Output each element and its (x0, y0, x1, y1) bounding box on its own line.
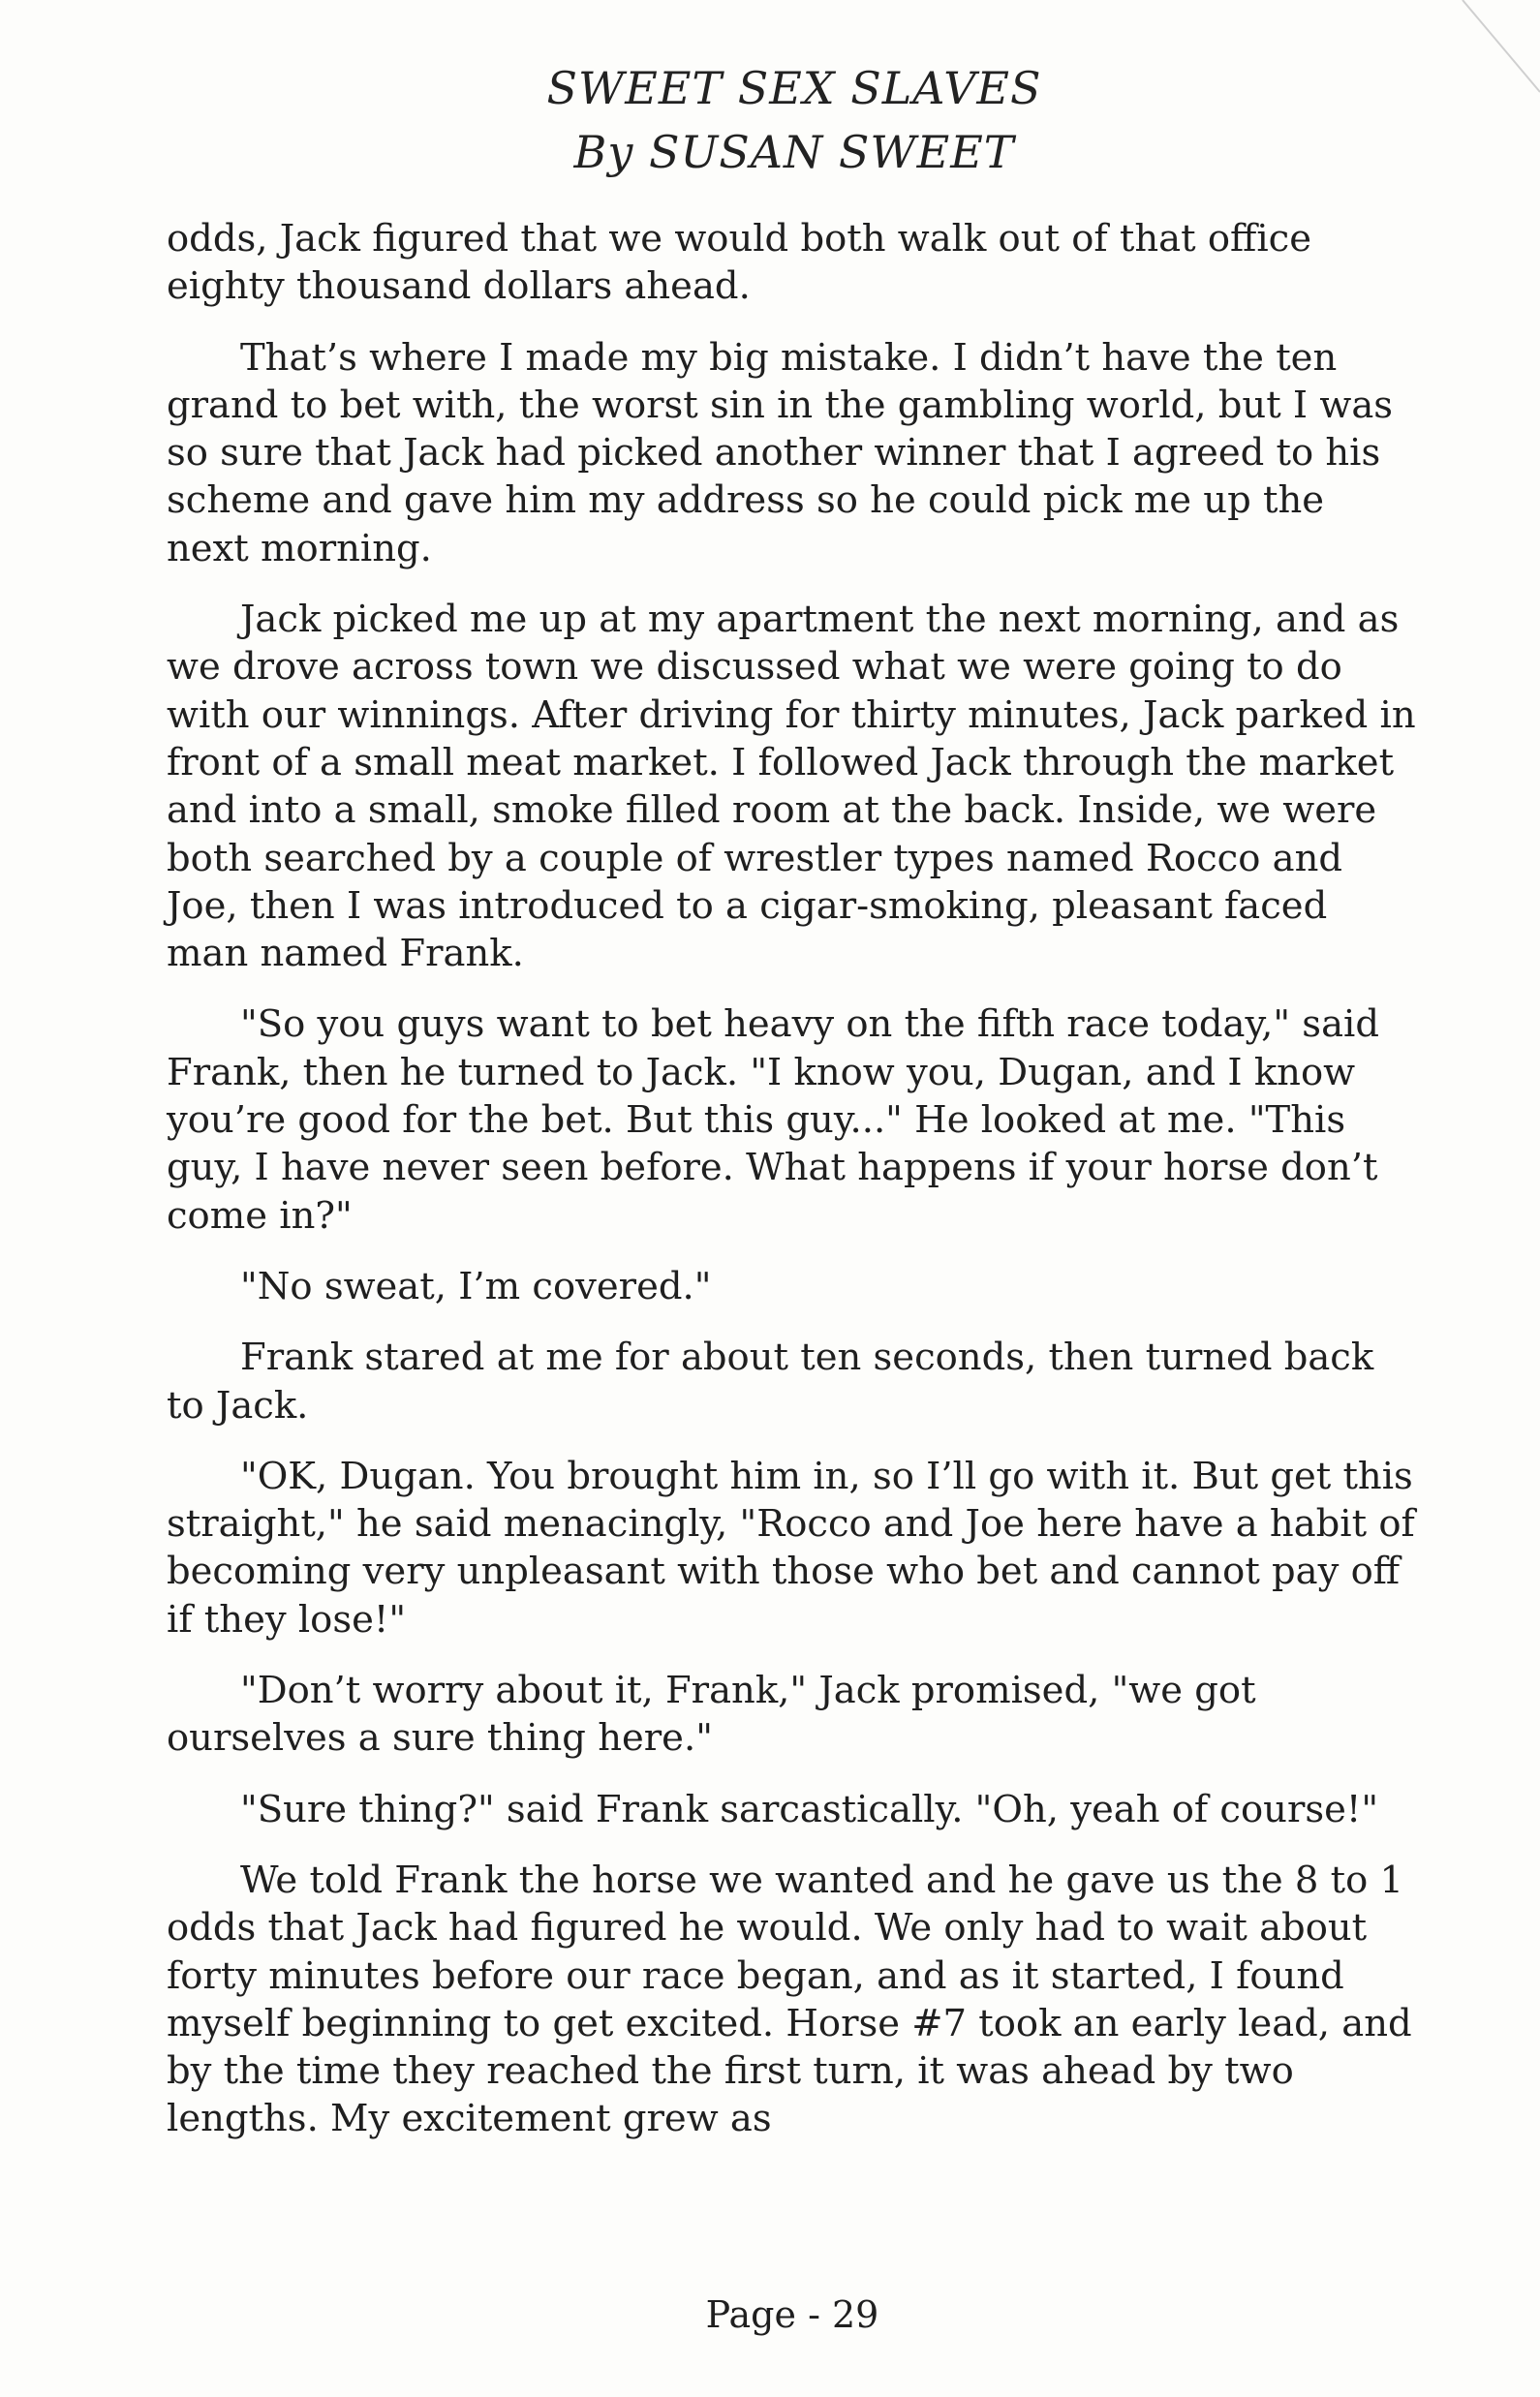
paragraph: Jack picked me up at my apartment the next morning, and as we drove across town we discussed what we were going to do with our winnings. After driving for thirty minutes, Jack parked in front of a small meat market. I followed Jack through the market and into a small, smoke filled room at the back. Inside, we were both searched by a couple of wrestler types named Rocco and Joe, then I was introduced to a cigar-smoking, pleasant faced man named Frank. (167, 598, 1416, 976)
paragraph: Frank stared at me for about ten seconds, then turned back to Jack. (167, 1336, 1374, 1428)
book-title: SWEET SEX SLAVES (546, 62, 1042, 114)
book-author: By SUSAN SWEET (573, 126, 1015, 178)
paragraph: We told Frank the horse we wanted and he gave us the 8 to 1 odds that Jack had figured he would. We only had to wait about forty minutes before our race began, and as it started, I found myself beginning to get excited. Horse #7 took an early lead, and by the time they reached the first turn, it was ahead by two lengths. My excitement grew as (167, 1858, 1412, 2141)
paragraph: That’s where I made my big mistake. I didn’t have the ten grand to bet with, the worst sin in the gambling world, but I was so sure that Jack had picked another winner that I agreed to his scheme and gave him my address so he could pick me up the next morning. (167, 335, 1394, 570)
page-number: Page - 29 (705, 2293, 879, 2336)
paragraph: "Don’t worry about it, Frank," Jack promised, "we got ourselves a sure thing here." (167, 1669, 1256, 1761)
paragraph: "No sweat, I’m covered." (240, 1264, 712, 1308)
paragraph: odds, Jack figured that we would both walk out of that office eighty thousand dollars ahead. (167, 217, 1312, 309)
page-body (167, 215, 1416, 2167)
paragraph: "So you guys want to bet heavy on the fifth race today," said Frank, then he turned to Jack. "I know you, Dugan, and I know you’re good for the bet. But this guy..." He looked at me. "This guy, I have never seen before. What happens if your horse don’t come in?" (167, 1002, 1379, 1238)
page-header (0, 56, 1540, 184)
paragraph: "OK, Dugan. You brought him in, so I’ll go with it. But get this straight," he said menacingly, "Rocco and Joe here have a habit of becoming very unpleasant with those who bet and cannot pay off if they lose!" (167, 1454, 1415, 1642)
paragraph: "Sure thing?" said Frank sarcastically. "Oh, yeah of course!" (240, 1787, 1379, 1831)
